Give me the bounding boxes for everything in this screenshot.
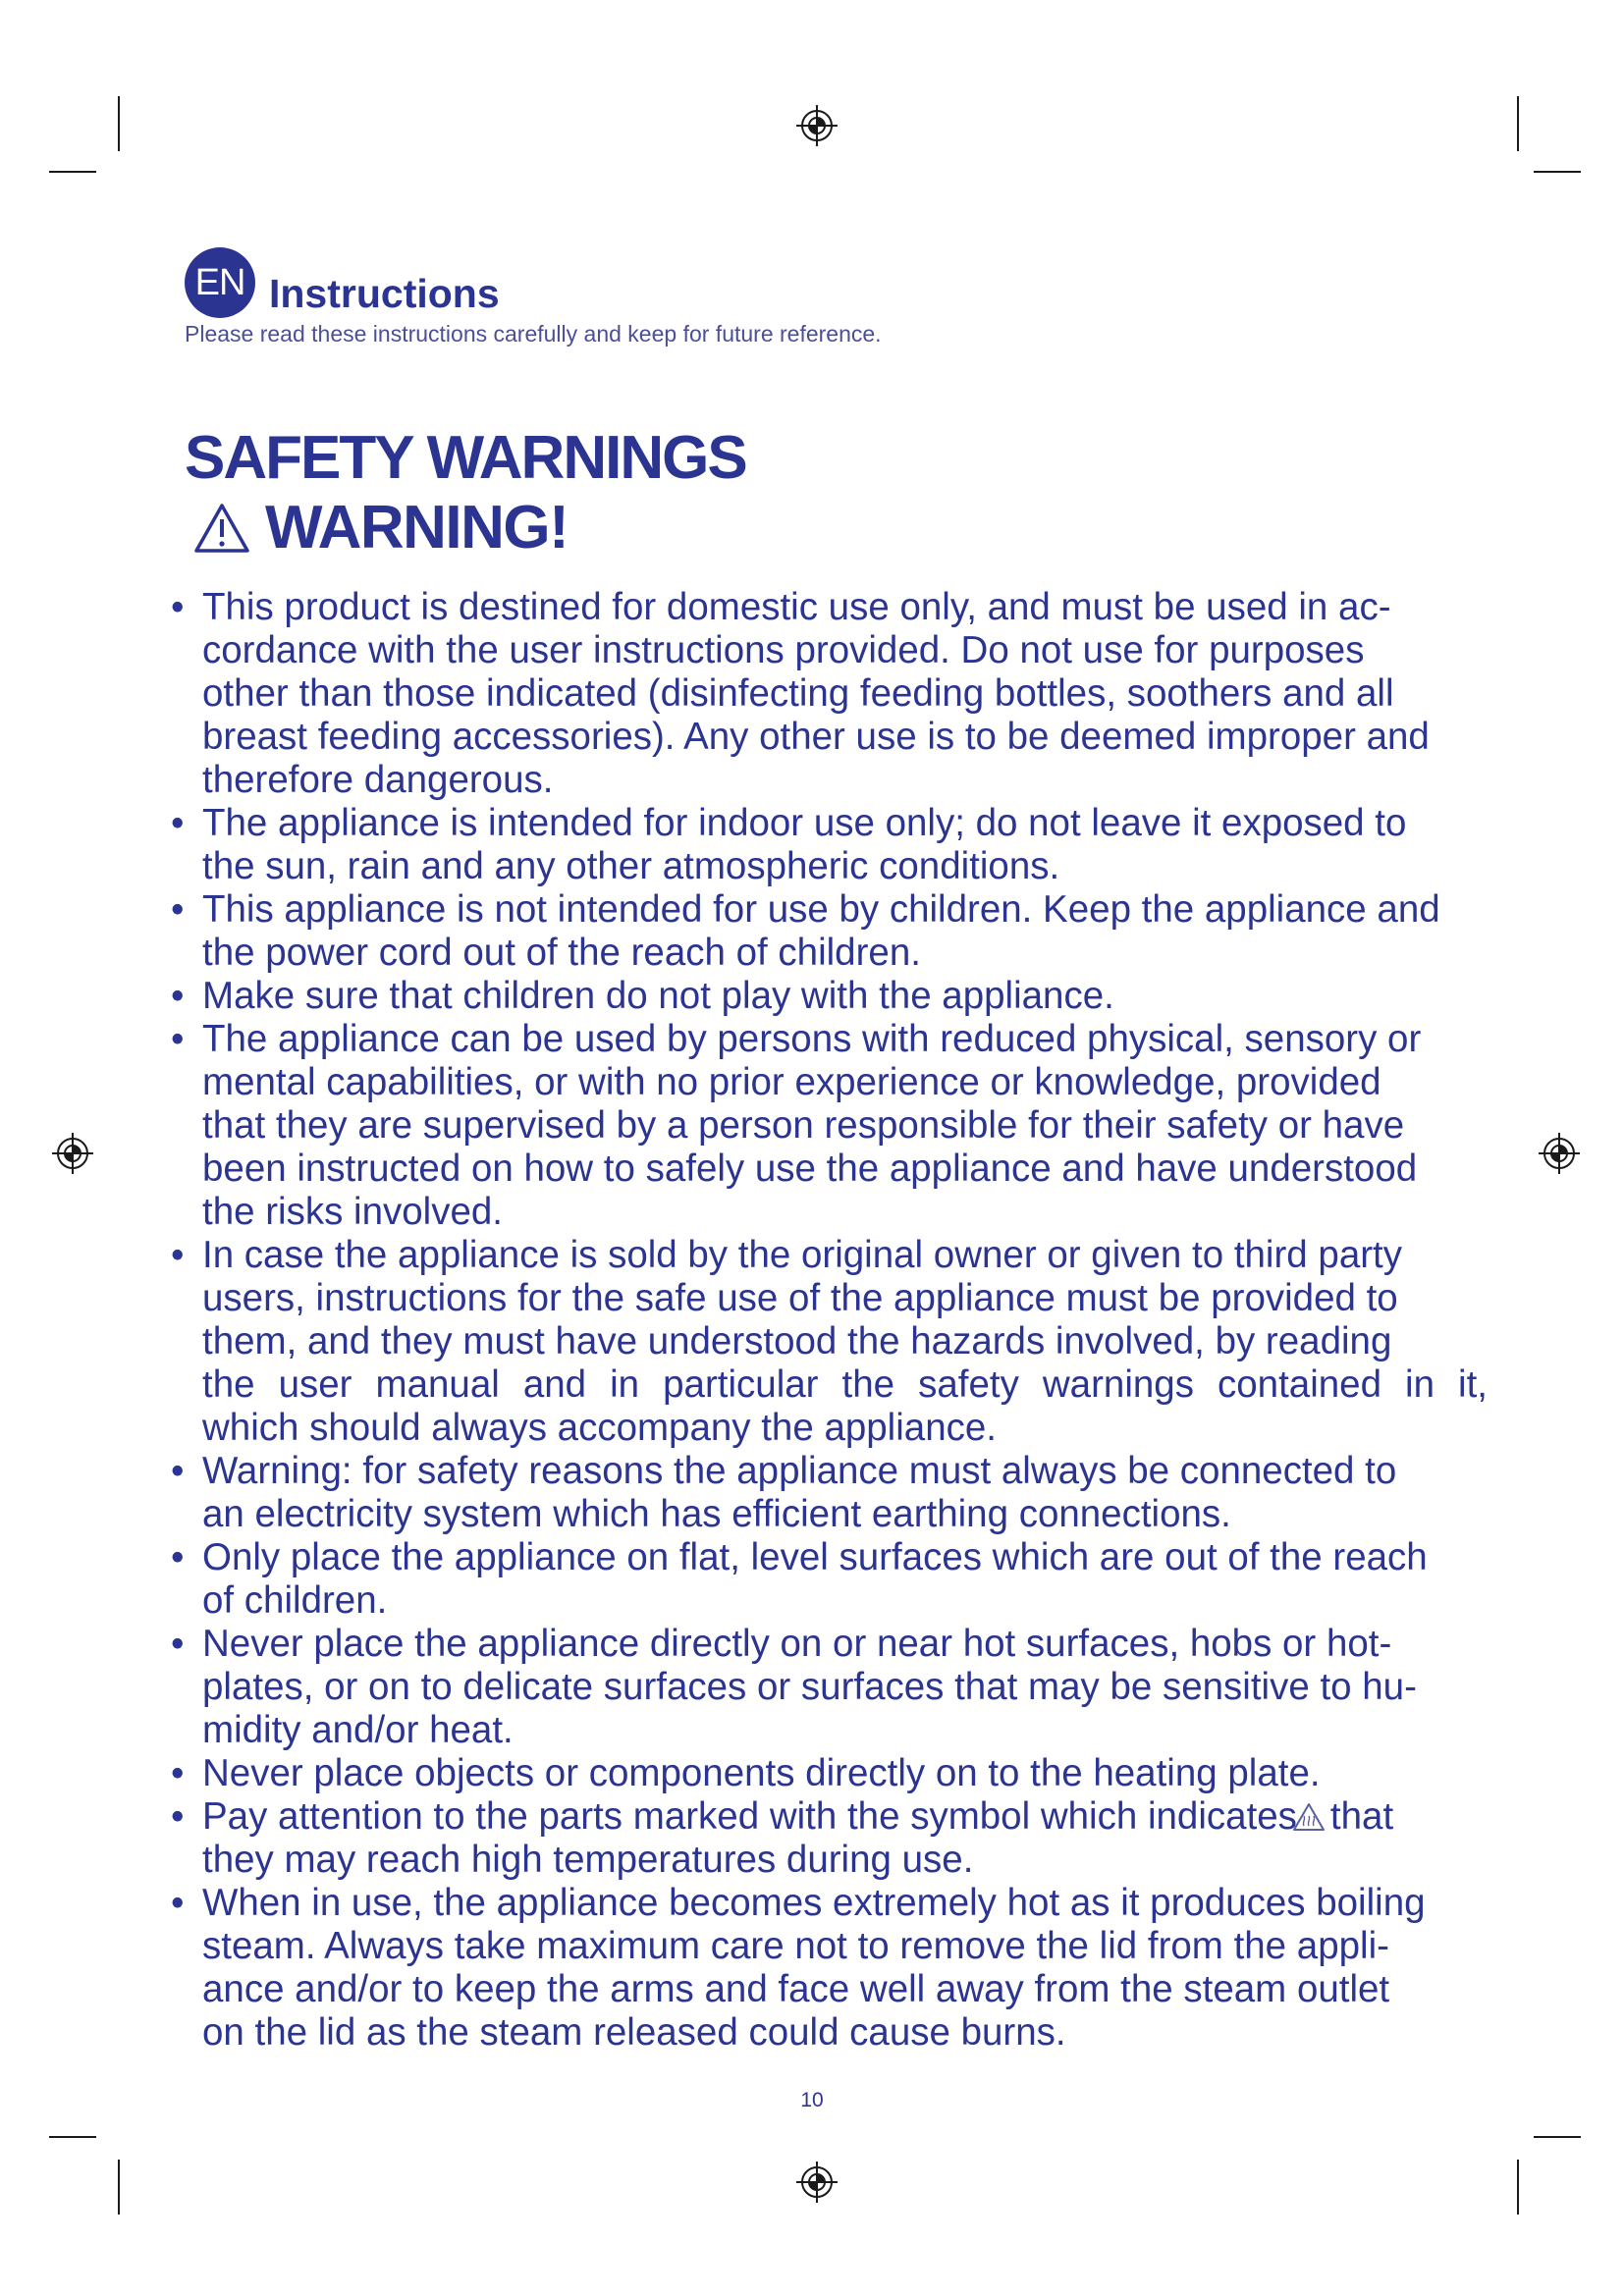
crop-mark-top-left-horizontal — [49, 171, 96, 173]
text-line: the risks involved. — [202, 1191, 503, 1233]
text-line: The appliance is intended for indoor use only; do not leave it exposed to — [202, 802, 1407, 844]
text-line: on the lid as the steam released could cause burns. — [202, 2011, 1066, 2054]
bullet: • — [171, 1623, 185, 1665]
crop-mark-top-right-horizontal — [1534, 171, 1581, 173]
text-line: This appliance is not intended for use by children. Keep the appliance and — [202, 888, 1440, 931]
page-number: 10 — [800, 2089, 824, 2111]
text-line: an electricity system which has efficient earthing connections. — [202, 1493, 1231, 1535]
text-line: breast feeding accessories). Any other use is to be deemed improper and — [202, 716, 1430, 758]
text-line: of children. — [202, 1579, 388, 1622]
hot-surface-warning-icon — [1291, 1801, 1326, 1833]
bullet: • — [171, 1018, 185, 1060]
header-subtitle: Please read these instructions carefully and keep for future reference. — [185, 321, 882, 347]
bullet: • — [171, 1795, 185, 1838]
text-line: they may reach high temperatures during use. — [202, 1839, 974, 1881]
text-line: the sun, rain and any other atmospheric conditions. — [202, 845, 1060, 887]
crop-mark-bottom-left-vertical — [118, 2160, 120, 2215]
bullet: • — [171, 802, 185, 844]
text-line: that they are supervised by a person responsible for their safety or have — [202, 1104, 1405, 1147]
text-line: the user manual and in particular the safety warnings contained in it, — [202, 1363, 1488, 1406]
text-line: therefore dangerous. — [202, 759, 554, 801]
text-line: the power cord out of the reach of children. — [202, 932, 921, 974]
crop-mark-top-left-vertical — [118, 96, 120, 151]
text-line: Make sure that children do not play with the appliance. — [202, 975, 1114, 1017]
text-line: Never place the appliance directly on or near hot surfaces, hobs or hot- — [202, 1623, 1392, 1665]
registration-mark-icon — [1538, 1132, 1581, 1175]
bullet: • — [171, 586, 185, 628]
text-line: Warning: for safety reasons the appliance must always be connected to — [202, 1450, 1397, 1492]
text-line: other than those indicated (disinfecting feeding bottles, soothers and all — [202, 672, 1394, 715]
bullet: • — [171, 1882, 185, 1924]
text-fragment: that — [1329, 1795, 1394, 1838]
text-line: mental capabilities, or with no prior experience or knowledge, provided — [202, 1061, 1381, 1103]
text-line — [202, 1795, 1488, 1839]
text-line: In case the appliance is sold by the original owner or given to third party — [202, 1234, 1402, 1276]
list-item — [167, 586, 1488, 802]
crop-mark-top-right-vertical — [1517, 96, 1519, 151]
text-line: Only place the appliance on flat, level surfaces which are out of the reach — [202, 1536, 1428, 1578]
crop-mark-bottom-right-vertical — [1517, 2160, 1519, 2215]
warning-triangle-icon — [192, 502, 251, 555]
registration-mark-icon — [795, 2161, 839, 2204]
registration-mark-icon — [795, 104, 839, 147]
list-item — [167, 888, 1488, 975]
text-line: The appliance can be used by persons with reduced physical, sensory or — [202, 1018, 1422, 1060]
text-line: When in use, the appliance becomes extremely hot as it produces boiling — [202, 1882, 1426, 1924]
bullet: • — [171, 1536, 185, 1578]
list-item — [167, 1795, 1488, 1882]
warning-heading-text: WARNING! — [265, 494, 568, 561]
list-item — [167, 975, 1488, 1018]
list-item — [167, 1752, 1488, 1795]
list-item — [167, 1234, 1488, 1450]
list-item — [167, 1018, 1488, 1234]
text-line: steam. Always take maximum care not to remove the lid from the appli- — [202, 1925, 1389, 1967]
bullet: • — [171, 1752, 185, 1794]
list-item — [167, 1623, 1488, 1752]
text-line: This product is destined for domestic use only, and must be used in ac- — [202, 586, 1391, 628]
text-line: cordance with the user instructions provided. Do not use for purposes — [202, 629, 1365, 671]
crop-mark-bottom-left-horizontal — [49, 2136, 96, 2138]
crop-mark-bottom-right-horizontal — [1534, 2136, 1581, 2138]
text-line: Never place objects or components directly on to the heating plate. — [202, 1752, 1321, 1794]
registration-mark-icon — [51, 1132, 94, 1175]
list-item — [167, 1450, 1488, 1536]
text-line: been instructed on how to safely use the appliance and have understood — [202, 1148, 1418, 1190]
section-title: SAFETY WARNINGS — [185, 424, 746, 492]
text-line: them, and they must have understood the hazards involved, by reading — [202, 1320, 1392, 1362]
text-line: ance and/or to keep the arms and face well away from the steam outlet — [202, 1968, 1390, 2010]
bullet: • — [171, 888, 185, 931]
list-item — [167, 802, 1488, 888]
bullet: • — [171, 975, 185, 1017]
warning-heading — [192, 493, 568, 563]
list-item — [167, 1536, 1488, 1623]
text-line: which should always accompany the appliance. — [202, 1407, 997, 1449]
header-title: Instructions — [269, 271, 500, 316]
list-item — [167, 1882, 1488, 2055]
text-line: users, instructions for the safe use of the appliance must be provided to — [202, 1277, 1398, 1319]
bullet: • — [171, 1234, 185, 1276]
text-line: plates, or on to delicate surfaces or surfaces that may be sensitive to hu- — [202, 1666, 1417, 1708]
text-line: midity and/or heat. — [202, 1709, 514, 1751]
text-fragment: Pay attention to the parts marked with the symbol which indicates — [202, 1795, 1297, 1838]
bullet: • — [171, 1450, 185, 1492]
safety-warnings-list — [167, 586, 1488, 2055]
language-badge: EN — [185, 247, 255, 318]
